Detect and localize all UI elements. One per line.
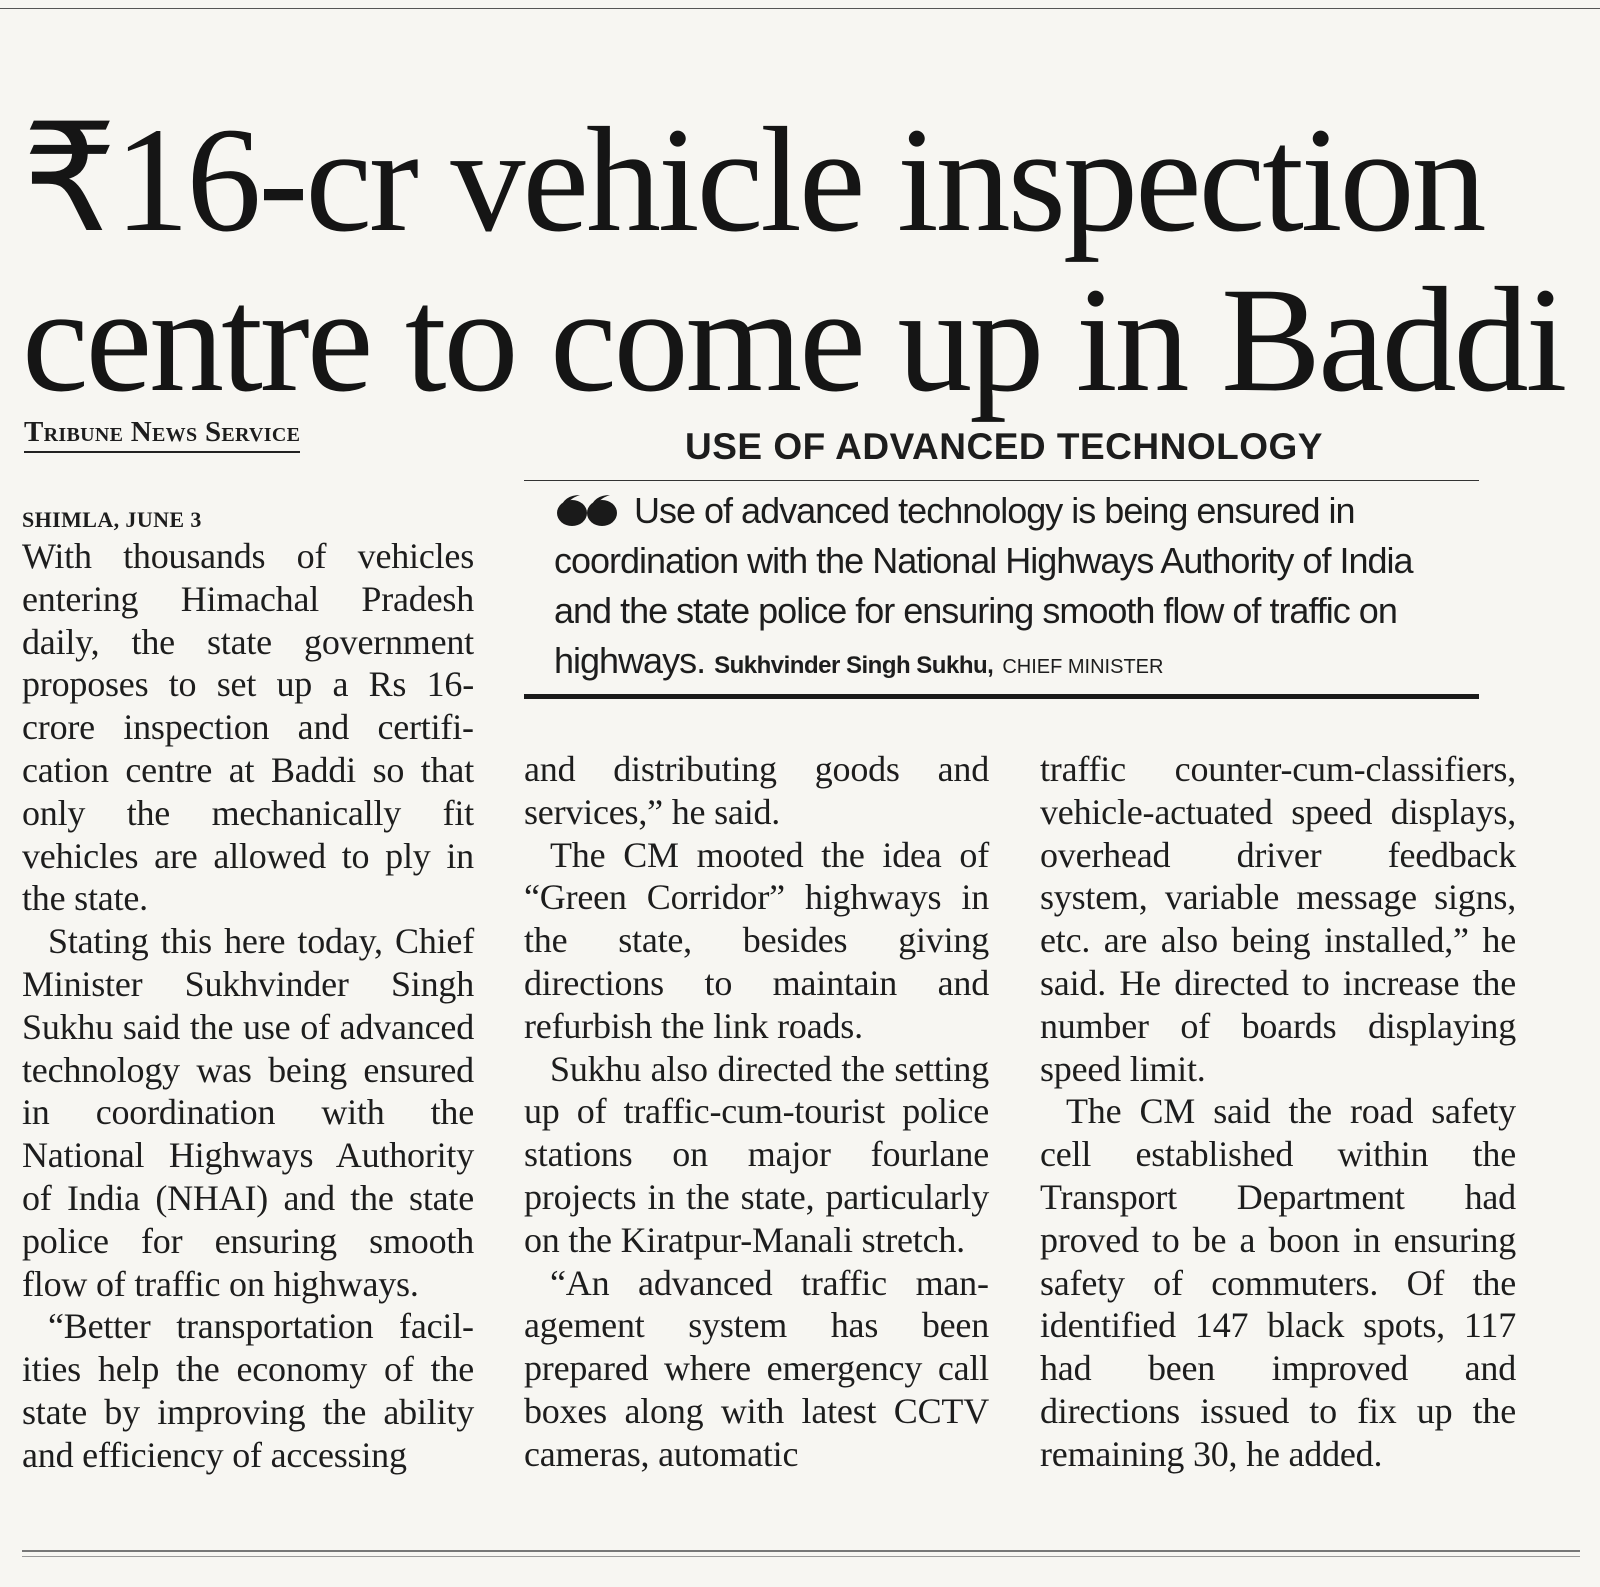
quote-attribution: Sukhvinder Singh Sukhu,	[714, 652, 994, 679]
paragraph: With thousands of vehicles entering Himachal Pradesh daily, the state government proposes to set up a Rs 16-crore inspection and certification centre at Baddi so that only the mechanically fit vehicles are allowed to ply in the state.	[22, 536, 474, 919]
quote-marks-icon	[554, 493, 628, 527]
quote-box-title: USE OF ADVANCED TECHNOLOGY	[685, 426, 1323, 467]
bottom-rule	[22, 1550, 1580, 1552]
quote-role: CHIEF MINISTER	[1002, 656, 1164, 678]
quote-box	[524, 426, 1479, 716]
pull-quote-text: Use of advanced technology is being ensured in coordination with the National Highways Authority of India and the state police for ensuring smooth flow of traffic on highways.	[554, 490, 1413, 681]
pull-quote	[554, 486, 1434, 692]
quote-box-top-rule	[524, 480, 1479, 481]
paragraph: “Better transportation facilities help the economy of the state by improving the ability and efficiency of accessing	[22, 1306, 474, 1475]
paragraph: The CM said the road safety cell established within the Transport Department had proved to be a boon in ensuring safety of commuters. Of the identified 147 black spots, 117 had been improved and directions issued to fix up the remaining 30, he added.	[1040, 1091, 1516, 1474]
paragraph: “An advanced traffic management system has been prepared where emergency call boxes along with latest CCTV cameras, automatic	[524, 1262, 989, 1474]
article-column-2	[524, 748, 989, 1476]
article-column-1	[22, 535, 474, 1477]
article-column-3	[1040, 748, 1516, 1476]
paragraph: and distributing goods and services,” he said.	[524, 749, 989, 832]
paragraph: Stating this here today, Chief Minister Sukhvinder Singh Sukhu said the use of advanced technology was being ensured in coordination with the National Highways Authority of India (NHAI) and the state police for ensuring smooth flow of traffic on highways.	[22, 921, 474, 1304]
top-rule	[0, 8, 1600, 9]
headline-line-2: centre to come up in Baddi	[22, 257, 1565, 423]
paragraph: Sukhu also directed the setting up of traffic-cum-tourist police stations on major fourlane projects in the state, particularly on the Kiratpur-Manali stretch.	[524, 1048, 989, 1260]
headline-line-1: ₹16-cr vehicle inspection	[22, 97, 1484, 263]
byline: Tribune News Service	[24, 416, 300, 453]
bottom-rule	[22, 1556, 1580, 1557]
headline	[22, 97, 1582, 423]
dateline: SHIMLA, JUNE 3	[22, 507, 202, 532]
paragraph: traffic counter-cum-classifiers, vehicle-actuated speed displays, overhead driver feedback system, variable message signs, etc. are also being installed,” he said. He directed to increase the number of boards displaying speed limit.	[1040, 749, 1516, 1089]
paragraph: The CM mooted the idea of “Green Corridor” highways in the state, besides giving directions to maintain and refurbish the link roads.	[524, 834, 989, 1046]
quote-box-bottom-rule	[524, 694, 1479, 699]
